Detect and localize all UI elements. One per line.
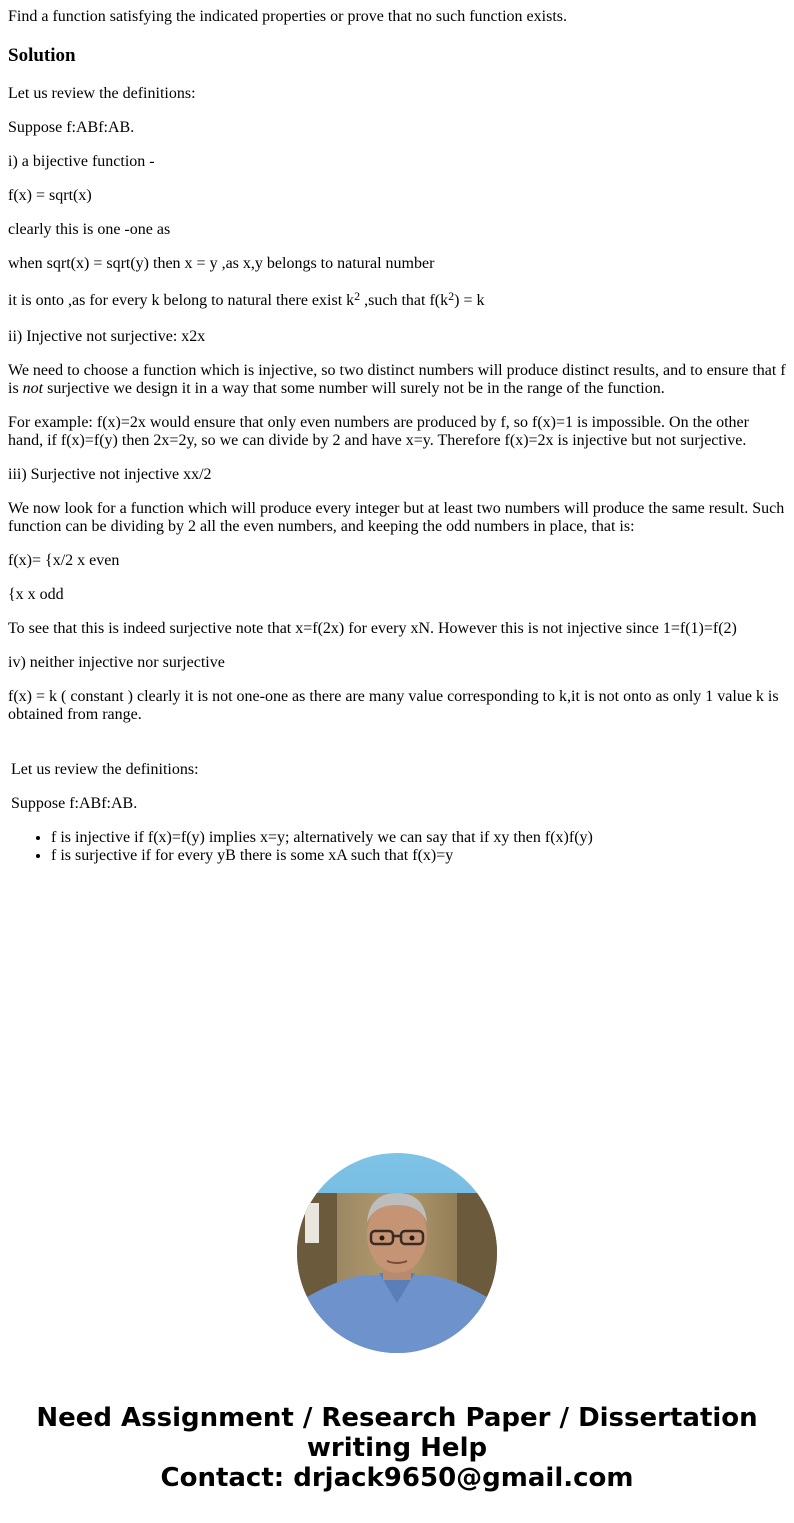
part2-para1-emphasis: not [22, 380, 44, 397]
author-avatar [297, 1153, 497, 1353]
suppose-line: Suppose f:ABf:AB. [8, 119, 135, 136]
part3-case1: f(x)= {x/2 x even [8, 552, 120, 569]
review-intro: Let us review the definitions: [8, 85, 196, 102]
part2-para1 [8, 362, 788, 398]
part2-para1-a: We need to choose a function which is injective, so two distinct numbers will produce distinct results, and to ensure that f is [8, 362, 786, 397]
definition-item-surjective: • f is surjective if for every yB there is some xA such that f(x)=y [51, 847, 787, 865]
question-text: Find a function satisfying the indicated properties or prove that no such function exists. [8, 8, 567, 25]
part3-para1: We now look for a function which will produce every integer but at least two numbers will produce the same result. Such function can be dividing by 2 all the even numbers, and keeping the odd numbers in place, that is: [8, 500, 785, 535]
part2-para1-b: surjective we design it in a way that some number will surely not be in the range of the function. [43, 380, 665, 397]
part1-onto-text-a: it is onto ,as for every k belong to natural there exist k [8, 292, 355, 309]
part3-case2: {x x odd [8, 586, 64, 603]
part3-heading: iii) Surjective not injective xx/2 [8, 466, 212, 483]
part1-onto [8, 289, 788, 310]
part1-line1: clearly this is one -one as [8, 221, 171, 238]
part1-onto-sup2: 2 [448, 289, 455, 303]
solution-heading: Solution [8, 45, 76, 66]
author-portrait-image [297, 1153, 497, 1353]
part1-onto-text-b: ,such that f(k [360, 292, 449, 309]
part2-heading: ii) Injective not surjective: x2x [8, 328, 206, 345]
footer-line-2: writing Help [306, 1433, 488, 1463]
footer-line-1: Need Assignment / Research Paper / Dissertation [36, 1403, 758, 1433]
part1-onto-sup1: 2 [354, 289, 361, 303]
part1-heading: i) a bijective function - [8, 153, 155, 170]
part1-formula: f(x) = sqrt(x) [8, 187, 92, 204]
part4-para: f(x) = k ( constant ) clearly it is not one-one as there are many value corresponding to k,it is not onto as only 1 value k is obtained from range. [8, 688, 779, 723]
footer-banner [0, 1403, 794, 1493]
part4-heading: iv) neither injective nor surjective [8, 654, 225, 671]
review2-suppose: Suppose f:ABf:AB. [11, 795, 138, 812]
part1-line2: when sqrt(x) = sqrt(y) then x = y ,as x,y belongs to natural number [8, 255, 435, 272]
review2-intro: Let us review the definitions: [11, 761, 199, 778]
part1-onto-text-c: ) = k [454, 292, 485, 309]
footer-contact: Contact: drjack9650@gmail.com [160, 1463, 634, 1493]
definitions-list [11, 829, 787, 865]
part3-para2: To see that this is indeed surjective note that x=f(2x) for every xN. However this is not injective since 1=f(1)=f(2) [8, 620, 737, 637]
definition-item-injective: • f is injective if f(x)=f(y) implies x=y; alternatively we can say that if xy then f(x)f(y) [51, 829, 787, 847]
part2-para2: For example: f(x)=2x would ensure that only even numbers are produced by f, so f(x)=1 is impossible. On the other hand, if f(x)=f(y) then 2x=2y, so we can divide by 2 and have x=y. Therefore f(x)=2x is injective but not surjective. [8, 414, 749, 449]
